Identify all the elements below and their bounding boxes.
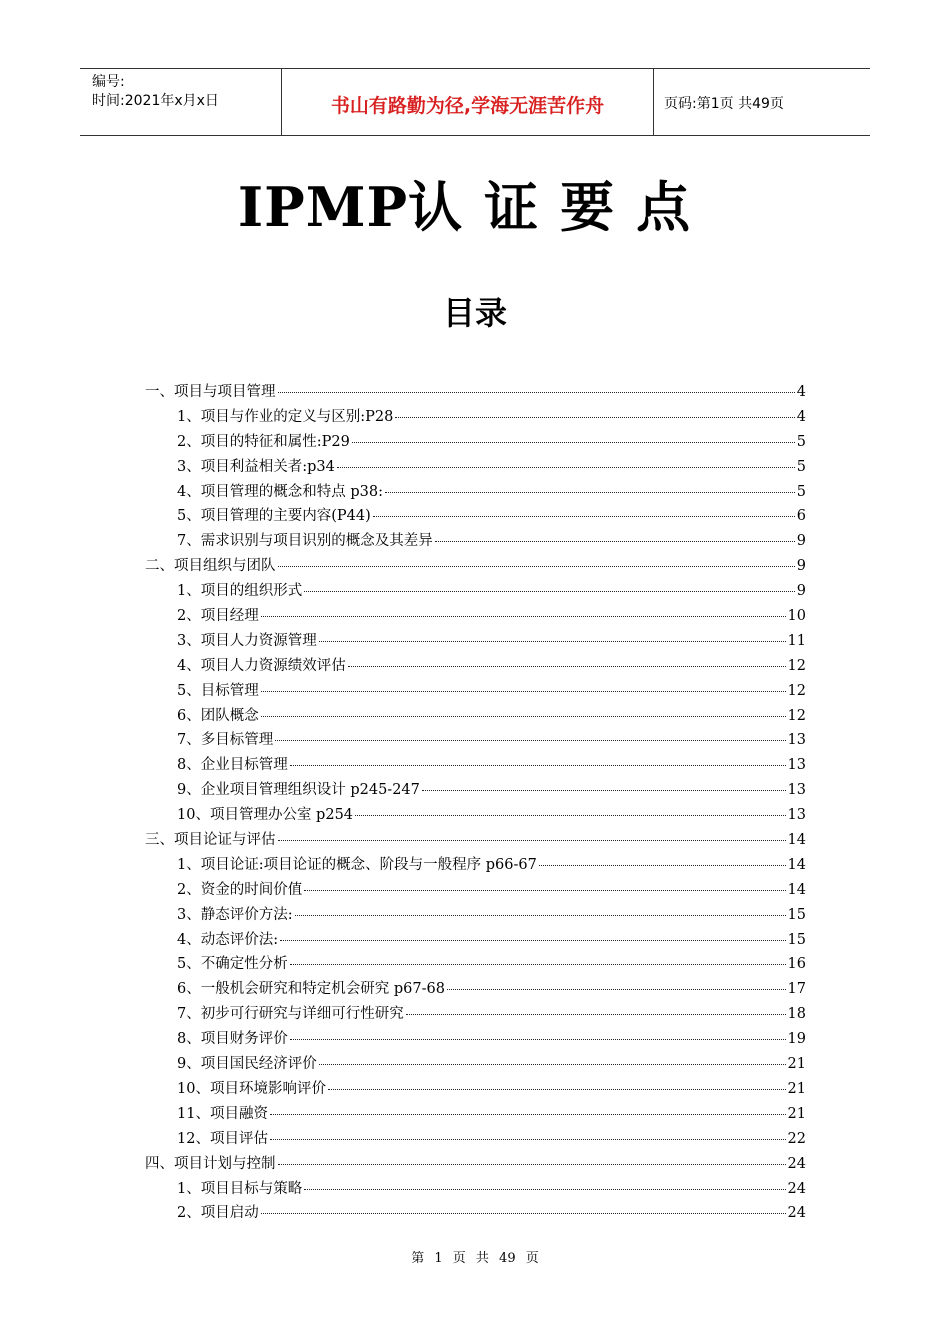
toc-page: 22: [787, 1130, 806, 1147]
toc-entry[interactable]: [145, 1102, 806, 1127]
toc-label: 2、项目经理: [177, 608, 259, 625]
toc-label: 8、企业目标管理: [177, 757, 288, 774]
toc-entry[interactable]: [145, 1002, 806, 1027]
toc-leader: [270, 1114, 786, 1115]
time-label: 时间:2021年x月x日: [92, 93, 219, 109]
header-motto: 书山有路勤为径,学海无涯苦作舟: [282, 69, 654, 135]
toc-page: 24: [787, 1155, 806, 1172]
toc-entry[interactable]: [145, 554, 806, 579]
toc-label: 6、一般机会研究和特定机会研究 p67-68: [177, 981, 445, 998]
toc-heading: 目录: [442, 294, 507, 332]
toc-leader: [304, 890, 785, 891]
toc-leader: [261, 716, 786, 717]
toc-page: 12: [787, 682, 806, 699]
toc-label: 10、项目管理办公室 p254: [177, 807, 354, 824]
toc-page: 21: [787, 1056, 806, 1073]
toc-leader: [295, 915, 786, 916]
toc-label: 8、项目财务评价: [177, 1031, 288, 1048]
toc-label: 一、项目与项目管理: [145, 384, 276, 400]
toc-page: 6: [796, 508, 806, 525]
toc-entry[interactable]: [145, 728, 806, 753]
toc-leader: [348, 666, 786, 667]
toc-entry[interactable]: [145, 1177, 806, 1202]
toc-entry[interactable]: [145, 1077, 806, 1102]
toc-page: 9: [796, 583, 806, 600]
header-meta: [80, 69, 282, 135]
toc-label: 3、项目利益相关者:p34: [177, 458, 335, 475]
toc-leader: [261, 691, 786, 692]
toc-page: 9: [796, 533, 806, 550]
toc-entry[interactable]: [145, 455, 806, 480]
toc-label: 10、项目环境影响评价: [177, 1080, 326, 1097]
toc-leader: [290, 1039, 786, 1040]
toc-leader: [278, 566, 795, 567]
toc-leader: [352, 442, 795, 443]
toc-page: 24: [787, 1205, 806, 1222]
toc-page: 13: [787, 807, 806, 824]
toc-page: 21: [787, 1080, 806, 1097]
toc-label: 三、项目论证与评估: [145, 832, 276, 849]
toc-entry[interactable]: [145, 504, 806, 529]
toc-entry[interactable]: [145, 1152, 806, 1177]
toc-page: 12: [787, 707, 806, 724]
table-of-contents: [145, 380, 806, 1226]
toc-page: 24: [787, 1180, 806, 1197]
toc-entry[interactable]: [145, 778, 806, 803]
toc-leader: [373, 516, 795, 517]
toc-leader: [447, 989, 786, 990]
toc-leader: [304, 591, 795, 592]
toc-entry[interactable]: [145, 604, 806, 629]
toc-label: 1、项目目标与策略: [177, 1180, 303, 1197]
toc-leader: [385, 492, 795, 493]
toc-leader: [319, 1064, 786, 1065]
toc-entry[interactable]: [145, 878, 806, 903]
toc-label: 2、项目启动: [177, 1205, 259, 1222]
toc-page: 15: [787, 906, 806, 923]
toc-leader: [275, 740, 785, 741]
toc-label: 2、资金的时间价值: [177, 881, 303, 898]
toc-leader: [304, 1189, 785, 1190]
toc-entry[interactable]: [145, 1052, 806, 1077]
toc-label: 4、项目人力资源绩效评估: [177, 657, 346, 674]
toc-entry[interactable]: [145, 704, 806, 729]
toc-label: 二、项目组织与团队: [145, 558, 276, 575]
toc-entry[interactable]: [145, 629, 806, 654]
toc-page: 5: [796, 433, 806, 450]
toc-page: 13: [787, 732, 806, 749]
toc-label: 5、目标管理: [177, 682, 259, 699]
toc-label: 9、项目国民经济评价: [177, 1056, 317, 1073]
toc-page: 15: [787, 931, 806, 948]
toc-entry[interactable]: [145, 903, 806, 928]
toc-leader: [422, 790, 786, 791]
toc-page: 5: [796, 483, 806, 500]
document-title: [0, 165, 950, 242]
toc-label: 1、项目的组织形式: [177, 583, 303, 600]
toc-page: 13: [787, 782, 806, 799]
toc-leader: [278, 840, 786, 841]
toc-page: 19: [787, 1031, 806, 1048]
toc-leader: [261, 1213, 786, 1214]
toc-page: 13: [787, 757, 806, 774]
toc-leader: [290, 765, 786, 766]
toc-leader: [435, 541, 795, 542]
page-footer: 第 1 页 共 49 页: [411, 1251, 539, 1266]
toc-entry[interactable]: [145, 928, 806, 953]
toc-entry[interactable]: [145, 579, 806, 604]
toc-page: 12: [787, 657, 806, 674]
toc-entry[interactable]: [145, 853, 806, 878]
document-header: [80, 68, 870, 136]
toc-entry[interactable]: [145, 654, 806, 679]
toc-entry[interactable]: [145, 1127, 806, 1152]
toc-label: 5、不确定性分析: [177, 956, 288, 973]
toc-label: 6、团队概念: [177, 707, 259, 724]
toc-label: 4、动态评价法:: [177, 931, 279, 948]
toc-label: 5、项目管理的主要内容(P44): [177, 508, 371, 525]
toc-page: 10: [787, 608, 806, 625]
toc-label: 4、项目管理的概念和特点 p38:: [177, 483, 383, 500]
toc-page: 14: [787, 832, 806, 849]
toc-leader: [395, 417, 794, 418]
title-latin: IPMP: [237, 175, 409, 239]
title-chinese: 认证要点: [408, 176, 713, 239]
toc-page: 16: [787, 956, 806, 973]
toc-leader: [278, 392, 795, 393]
toc-entry[interactable]: [145, 380, 806, 405]
toc-entry[interactable]: [145, 679, 806, 704]
toc-entry[interactable]: [145, 430, 806, 455]
toc-label: 四、项目计划与控制: [145, 1155, 276, 1172]
toc-entry[interactable]: [145, 1201, 806, 1226]
number-label: 编号:: [92, 74, 125, 90]
toc-page: 21: [787, 1105, 806, 1122]
toc-leader: [278, 1164, 786, 1165]
toc-label: 3、静态评价方法:: [177, 906, 293, 923]
toc-entry[interactable]: [145, 753, 806, 778]
toc-leader: [355, 815, 786, 816]
toc-label: 12、项目评估: [177, 1130, 268, 1147]
toc-entry[interactable]: [145, 1027, 806, 1052]
toc-entry[interactable]: [145, 529, 806, 554]
toc-entry[interactable]: [145, 977, 806, 1002]
toc-leader: [270, 1139, 786, 1140]
toc-entry[interactable]: [145, 828, 806, 853]
toc-page: 11: [787, 632, 806, 649]
toc-page: 5: [796, 458, 806, 475]
toc-page: 4: [796, 408, 806, 425]
toc-entry[interactable]: [145, 952, 806, 977]
toc-entry[interactable]: [145, 405, 806, 430]
toc-label: 2、项目的特征和属性:P29: [177, 433, 350, 450]
toc-leader: [261, 616, 786, 617]
toc-label: 7、需求识别与项目识别的概念及其差异: [177, 533, 433, 550]
toc-label: 7、初步可行研究与详细可行性研究: [177, 1006, 404, 1023]
toc-entry[interactable]: [145, 480, 806, 505]
toc-page: 17: [787, 981, 806, 998]
toc-label: 1、项目与作业的定义与区别:P28: [177, 408, 394, 425]
toc-label: 7、多目标管理: [177, 732, 274, 749]
toc-page: 18: [787, 1006, 806, 1023]
toc-label: 11、项目融资: [177, 1105, 268, 1122]
toc-label: 9、企业项目管理组织设计 p245-247: [177, 782, 420, 799]
toc-label: 1、项目论证:项目论证的概念、阶段与一般程序 p66-67: [177, 856, 537, 873]
toc-entry[interactable]: [145, 803, 806, 828]
header-page-info: 页码:第1页 共49页: [664, 96, 784, 112]
toc-leader: [337, 467, 795, 468]
toc-page: 14: [787, 881, 806, 898]
toc-leader: [539, 865, 786, 866]
toc-leader: [319, 641, 786, 642]
toc-page: 4: [796, 384, 806, 400]
toc-leader: [328, 1089, 786, 1090]
toc-leader: [406, 1014, 786, 1015]
toc-page: 9: [796, 558, 806, 575]
toc-leader: [280, 940, 785, 941]
toc-page: 14: [787, 856, 806, 873]
toc-label: 3、项目人力资源管理: [177, 632, 317, 649]
toc-leader: [290, 964, 786, 965]
